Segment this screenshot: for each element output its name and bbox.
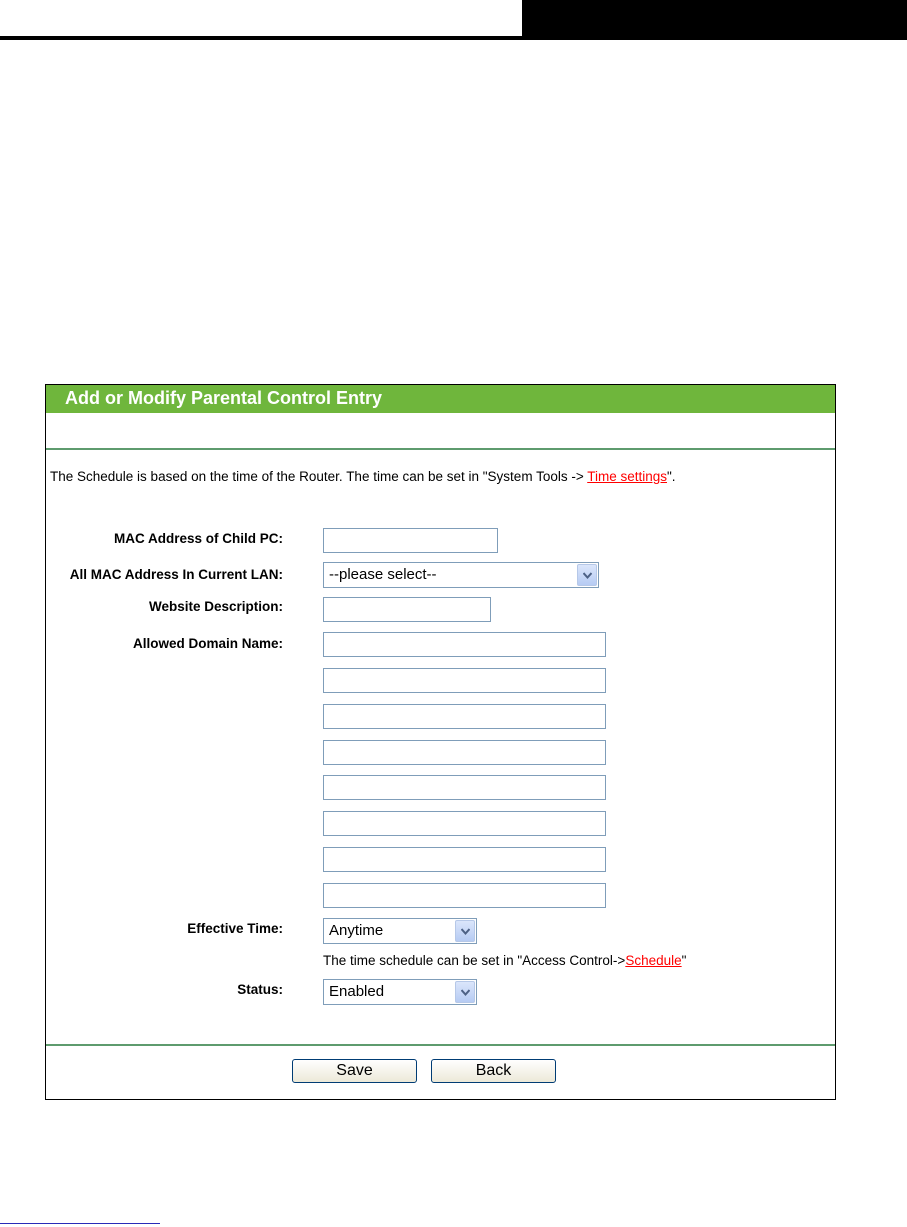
chevron-down-icon[interactable]	[455, 920, 475, 942]
all-mac-label: All MAC Address In Current LAN:	[69, 567, 283, 582]
back-button[interactable]: Back	[431, 1059, 556, 1083]
status-select[interactable]	[323, 979, 477, 1005]
status-label: Status:	[237, 982, 283, 997]
domain-input-4[interactable]	[323, 740, 606, 765]
status-selected: Enabled	[329, 983, 385, 1000]
note-suffix: ".	[667, 469, 676, 484]
time-settings-link[interactable]: Time settings	[587, 469, 667, 484]
domain-input-2[interactable]	[323, 668, 606, 693]
effective-time-select[interactable]	[323, 918, 477, 944]
all-mac-select[interactable]	[323, 562, 599, 588]
note-text: The Schedule is based on the time of the Router. The time can be set in "System Tools ->	[50, 469, 588, 484]
form-header	[46, 385, 835, 413]
domain-input-6[interactable]	[323, 811, 606, 836]
mac-address-input[interactable]	[323, 528, 498, 553]
schedule-note-suffix: "	[681, 953, 687, 968]
top-divider	[46, 448, 835, 450]
all-mac-selected: --please select--	[329, 566, 437, 583]
parental-control-form	[45, 384, 836, 1100]
mac-address-label: MAC Address of Child PC:	[113, 531, 283, 546]
chevron-down-icon[interactable]	[577, 564, 597, 586]
page-bottom-rule	[0, 1223, 160, 1224]
form-title: Add or Modify Parental Control Entry	[65, 388, 383, 408]
save-button[interactable]: Save	[292, 1059, 417, 1083]
website-description-input[interactable]	[323, 597, 491, 622]
domain-input-1[interactable]	[323, 632, 606, 657]
domain-input-3[interactable]	[323, 704, 606, 729]
effective-time-label: Effective Time:	[187, 921, 283, 936]
schedule-note	[323, 953, 686, 968]
schedule-info-note	[50, 469, 676, 484]
website-description-label: Website Description:	[148, 599, 283, 614]
page-top-bar	[522, 0, 907, 40]
schedule-link[interactable]: Schedule	[625, 953, 682, 968]
allowed-domain-label: Allowed Domain Name:	[132, 636, 283, 651]
domain-input-7[interactable]	[323, 847, 606, 872]
effective-time-selected: Anytime	[329, 922, 384, 939]
bottom-divider	[46, 1044, 835, 1046]
domain-input-5[interactable]	[323, 775, 606, 800]
chevron-down-icon[interactable]	[455, 981, 475, 1003]
schedule-note-text: The time schedule can be set in "Access Control->	[323, 953, 626, 968]
domain-input-8[interactable]	[323, 883, 606, 908]
page-top-rule	[0, 36, 522, 40]
